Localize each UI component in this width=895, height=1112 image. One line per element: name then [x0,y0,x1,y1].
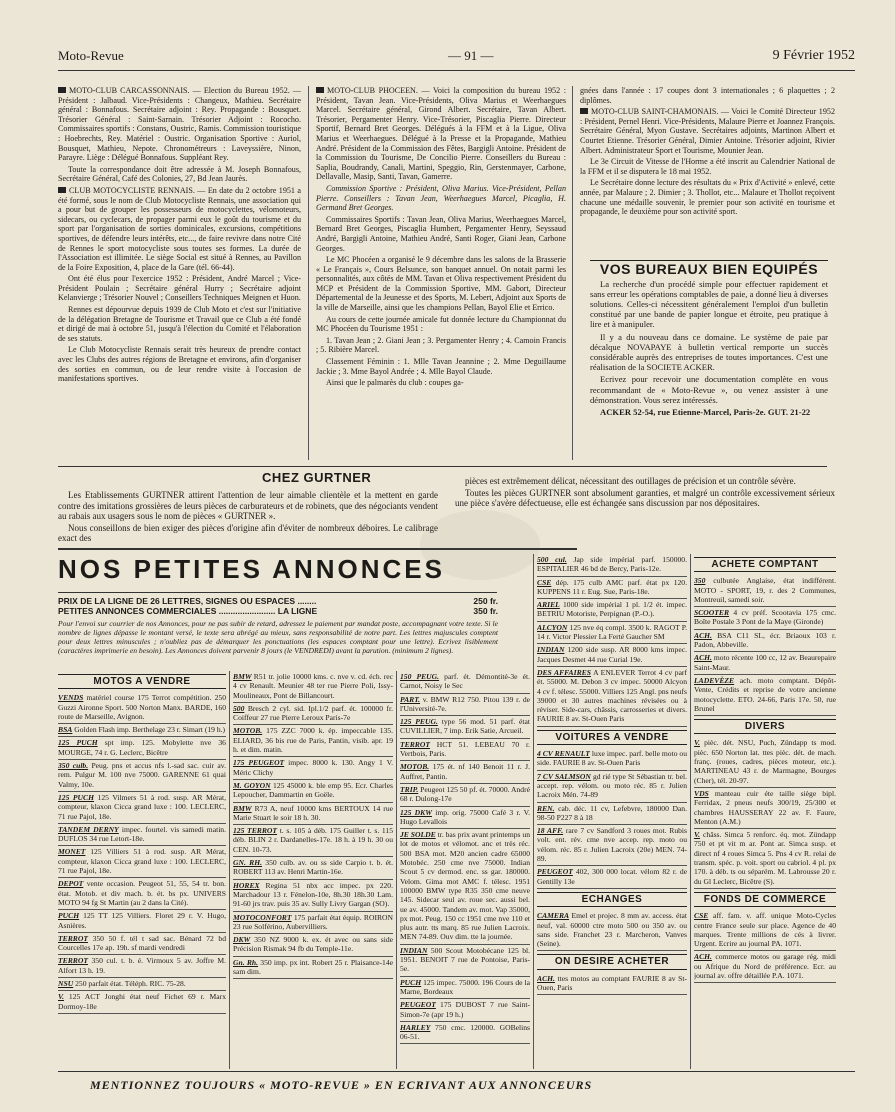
ad-lead: PEUGEOT [537,867,573,877]
paragraph: Ainsi que le palmarès du club : coupes ga- [326,378,464,388]
issue-date: 9 Février 1952 [772,48,855,63]
ad-text: culbutée Anglaise, état indifférent. MOTO - SPORT, 19, r. des 2 Communes, Montreuil, samedi soir. [694,576,836,604]
classified-ad [537,771,687,803]
classified-ad [58,724,226,737]
classified-ad [233,757,393,780]
classifieds-title: NOS PETITES ANNONCES [58,554,445,584]
ad-lead: ACH. [694,630,712,640]
bullet-icon [58,87,66,93]
ad-text: 175 DUBOST 7 rue Saint-Simon-7e (apr 19 h.) [400,1000,530,1019]
ad-text: 125 Villiers 51 à rod. susp. AR Mérat, compteur, klaxon Cicca grand luxe : 100. LECLERC, 71 rue Pajol, 18e. [58,847,226,876]
article-column-3 [580,86,835,258]
ad-lead: DEPOT [58,879,84,889]
ad-lead: 125 TERROT [233,826,278,836]
ad-lead: TERROT [400,739,430,749]
ad-text: pièc. dét. NSU, Puch, Zündapp ts mod. pièc. 650 Norton lat. ttes pièc. dét. de mach. franç. (roues, cadres, pièces moteur, etc.). MARTINEAU 43 r. de Marmagne, Bourges (Cher), tél. 20-97. [694,738,836,785]
ad-lead: HOREX [233,880,260,890]
ad-text: parf. ét. Démontité-3e ét. Carnot, Noisy le Sec [400,672,530,691]
ad-lead: CSE [537,577,552,587]
ad-lead: 125 PUCH [58,792,95,802]
gurtner-left-text [58,490,438,545]
gurtner-right-text [455,476,835,510]
ad-lead: 175 PEUGEOT [233,758,285,768]
ad-lead: TANDEM DERNY [58,824,119,834]
classified-ad [233,825,393,857]
classified-ad [233,957,393,980]
ad-lead: CAMERA [537,911,570,921]
classified-ad [694,630,836,653]
ad-text: Peugeot 125 50 pf. ét. 70000. André 68 r. Dulong-17e [400,784,530,804]
ad-lead: Gn. Rh. [233,957,259,967]
section-heading: VOITURES A VENDRE [537,730,687,745]
classified-ad [58,878,226,910]
classified-ad [58,955,226,978]
ad-text: gd rié type St Sébastian tr. bel. accept. rep. vélom. ou moto réc. 85 r. Julien Lacroix Mén. 74-89 [537,771,687,800]
ad-text: matériel course 175 Terrot compétition. 250 Guzzi Aironne Sport. 500 Norton Manx. BARDE, 160 route de Marseille, Avignon. [58,693,226,721]
ad-text: 350 cul. t. b. é. Virmoux 5 av. Joffre M. Alfort 13 h. 19. [58,956,226,975]
paragraph: Commissaires Sportifs : Tavan Jean, Oliva Marius, Weerhaegues Marcel, Bernard Bret Georges, Piscaglia Humbert, Pergamenter Henry, Seyssaud André, Bargigli Antoine, Mathieu André, Santi Roger, Giani Jean, Carbone Georges. [316,214,566,253]
section-rule [58,466,827,467]
bullet-icon [316,87,324,93]
classifieds-column-e [694,554,836,1070]
classified-ad [233,857,393,880]
ad-text: Regina 51 nbx acc impec. px 220. Marchadour 13 r. Fénelon-10e, 8h.30 18h.30 Lam. 91-60 jrs trav. puis 35 av. Sully Livry Gargan (SO). [233,880,393,909]
classified-ad [537,667,687,727]
ad-lead: VDS [694,788,709,798]
classified-ad [694,737,836,787]
ad-text: 750 cmc. 120000. GOBelins 06-51. [400,1022,530,1042]
classified-ad [233,880,393,912]
paragraph: Le Club Motocycliste Rennais serait très heureux de prendre contact avec les Clubs des autres régions de Bretagne et environs, afin d'organiser des sorties en commun, ou de leur rendre visite à l'occasion de manifestations sportives. [58,345,301,384]
column-divider [533,554,534,1069]
ad-list [694,575,836,716]
ad-lead: 7 CV SALMSON [537,771,591,781]
ad-lead: TERROT [58,956,88,966]
ad-lead: MOTOCONFORT [233,912,292,922]
ad-lead: 350 [694,576,706,586]
classified-ad [233,912,393,935]
paragraph: gnées dans l'année : 17 coupes dont 3 internationales ; 6 plaquettes ; 2 diplômes. [580,86,835,105]
classified-ad [233,780,393,803]
classified-ad [58,824,226,847]
ad-list [233,671,393,979]
ad-list [537,973,687,996]
paragraph: 1. Tavan Jean ; 2. Giani Jean ; 3. Pergamenter Henry ; 4. Camoin Francis ; 5. Ribière Marcel. [316,335,566,355]
paragraph: pièces est extrêmement délicat, nécessitant des outillages de précision et un contrôle sévère. [465,476,796,486]
classified-ad [537,825,687,866]
ad-lead: DKW [233,935,251,945]
classified-ad [58,692,226,724]
classified-ad [694,675,836,716]
ad-lead: TRIP. [400,784,419,794]
footer-slogan: MENTIONNEZ TOUJOURS « MOTO-REVUE » EN ECRIVANT AUX ANNONCEURS [90,1078,593,1092]
paper-stain [420,510,540,580]
ad-text: A ENLEVER Terrot 4 cv parf ét. 55000. M. Debon 3 cv impec. 50000 Alcyon 4 cv f. télesc. 55000. Villiers 125 Angl. pns neufs 39000 et 30 autres machines révisées ou à réviser. Side-cars, châssis, carrosseries et divers. FAURIE 8 av. St-Ouen Paris [537,667,687,724]
classified-ad [694,829,836,889]
paragraph: Le MC Phocéen a organisé le 9 décembre dans les salons de la Brasserie « Le Français », Cours Belsunce, son banquet annuel. On notait parmi les personnalités, aux côtés de MM. Tavan et Oliva respectivement Président du MCP et Président de la Commission Sportive, MM. Gabort, Directeur Départemental de la Jeunesse et des Sports, M. Lebert, Adjoint aux Sports de la ville de Marseille, ainsi que les champions Pellan, Bayol Elie et Errico. [316,255,566,313]
paragraph: Le Secrétaire donne lecture des résultats du « Prix d'Activité » enlevé, cette année, par Malaure ; 2. Dimier ; 3. Thollot, etc... Malaure et Thollot reçoivent chacune une médaille souvenir, le premier pour son activité en tourisme et propagande, le deuxième pour son activité sport. [580,178,835,217]
advert-acker [590,254,828,464]
classified-ad [58,846,226,878]
ad-list [694,910,836,983]
page-header [58,48,855,68]
classified-ad [58,991,226,1014]
classified-ad [58,933,226,956]
ad-text: 250 parfait état. Téléph. RIC. 75-28. [75,979,186,989]
ad-text: 125 ACT Jonghi état neuf Fichet 69 r. Marx Dormoy-18e [58,992,226,1011]
section-heading: ACHETE COMPTANT [694,557,836,572]
paragraph: Le 3e Circuit de Vitesse de l'Horme a été inscrit au Calendrier National de la FFM et il se disputera le 18 mai 1952. [580,157,835,176]
club-notice-phoceen: MOTO-CLUB PHOCEEN. — Voici la composition du bureau 1952 : Président, Tavan Jean. Vice-Présidents, Oliva Marius et Weerhaegues Marcel. Secrétaire général, Girond Albert. Secrétaire, Tavan Albert. Trésorier, Pergamenter Henry. Vice-Trésorier, Piscaglia Pierre. Directeur Sportif, Bernard Bret Georges. Délégués à la FFM et à la Ligue, Oliva Marius et Weerhaegues. Délégué à la Presse et la Propagande, Mathieu André. Président de la Commission des Fêtes, Bargigli Antoine. Président de la Commission du Tourisme, De Concilio Pierre. Conseillers du Bureau : Saplia, Boudrandy, Canali, Martini, Speggio, Rin, Gerstenmayer, Carbone, Dellavalle, Masip, Santi, Tavan, Gamerre. [316,86,566,182]
advert-paragraph: La recherche d'un procédé simple pour effectuer rapidement et sans erreur les opérations comptables de paie, a donné lieu à diverses solutions. Celles-ci nécessitent généralement l'emploi d'un bulletin constitué par une bande de papier longue et étroite, peu pratique à lire et à manipuler. [590,278,828,330]
ad-lead: LADEVÈZE [694,675,735,685]
ad-text: 1000 side impérial 1 pl. 1/2 ét. impec. BETRIU Motoriste, Perpignan (P.-O.). [537,600,687,619]
ad-lead: REN. [537,803,555,813]
ad-lead: ARIEL [537,600,560,610]
classified-ad [400,999,530,1022]
ad-lead: CSE [694,911,709,921]
club-notice-saint-chamonais: MOTO-CLUB SAINT-CHAMONAIS. — Voici le Comité Directeur 1952 : Président, Pernel Henri. Vice-Présidents, Malaure Pierre et Joannez François. Secrétaire Général, Myon Gustave. Secrétaires adjoints, Martinon Albert et Courtet Etienne. Trésorier Général, Dimier Antoine. Trésorier adjoint, Rivier Albert. Administrateur Sport et Tourisme, Mounier Jean. [580,107,835,155]
ad-lead: INDIAN [537,645,565,655]
advert-address: ACKER 52-54, rue Etienne-Marcel, Paris-2e. GUT. 21-22 [600,407,811,418]
classified-ad [233,725,393,757]
paragraph: Les Etablissements GURTNER attirent l'attention de leur aimable clientèle et la mettent en garde contre des imitations grossières de leurs pièces de carburateurs et de robinets, que des négociants vendent au rabais aux usagers sous le nom de pièces « GURTNER ». [58,490,438,522]
ad-list [537,748,687,889]
ad-text: vente occasion. Peugeot 51, 55, 54 tr. bon. état. Motob. et div mach. b. ét. bs px. UNIVERS MOTO 94 fg St Martin (au 2 dans la Cité). [58,879,226,907]
ad-text: tr. bas prix avant printemps un lot de motos et vélomot. anc et très réc. 500 BSA mot. M20 ancien cadre 65000 Motobéc. 250 cme nve 75000. Indian Scout 5 cv dermod. enc. ss gar. 180000. Velom. Gima mot AMC f. télesc. 1951 100000 BMW type R35 350 cme neuve 145. Sidecar seul av. roue sec. aussi bel. ue av. 45000. Tandem av. mot. Vap 35000, px mot. Peug. 150 cc 1951 cme nve 110 et plus autr. tts marq. 85 rue Julien Lacroix. MEN 74-89. Ouv dim. tte la journée. [400,830,530,942]
classified-ad [537,622,687,645]
ad-lead: MOTOB. [400,762,430,772]
paragraph: Ont été élus pour l'exercice 1952 : Président, André Marcel ; Vice-Président Poulain ; Secrétaire général Hurry ; Secrétaire adjoint Kelanvierge ; Trésorier Nouvel ; Conseillers Techniques Meignen et Huon. [58,274,301,303]
classified-ad [233,671,393,703]
ad-lead: PUCH [58,911,80,921]
classifieds-rates [58,596,498,616]
ad-lead: V. [58,992,64,1002]
ad-lead: VENDS [58,693,84,703]
ad-text: Bresch 2 cyl. sid. Ipl.1/2 parf. ét. 100000 fr. Coiffeur 27 rue Pierre Leroux Paris-7e [233,703,393,723]
ad-text: Golden Flash imp. Berthelage 23 r. Simart (19 h.) [74,725,226,735]
ad-text: 125 impec. 75000. 196 Cours de la Marne, Bordeaux [400,977,530,996]
ad-text: R51 tr. jolie 10000 kms. c. nve v. cd. éch. rec 4 cv Renault. Meunier 48 ter rue Pierre Poli, Issy-Moulineaux, Pont de Billancourt. [233,672,393,700]
classifieds-column-b [233,671,393,1071]
classified-ad [400,807,530,830]
classified-ad [537,577,687,600]
ad-text: luxe impec. parf. belle moto ou side. FAURIE 8 av. St-Ouen Paris [537,749,687,768]
ad-lead: M. GOYON [233,780,271,790]
ad-lead: 125 PUCH [58,738,98,748]
classified-ad [537,748,687,771]
header-rule [58,70,855,71]
club-notice-carcassonne: MOTO-CLUB CARCASSONNAIS. — Election du Bureau 1952. — Président : Jalbaud. Vice-Présidents : Changeux, Mathieu. Secrétaire général : Bonnafous. Secrétaire adjoint : Rey. Propagande : Bousquet. Trésorier Général : Saint-Sarnain. Trésorier Adjoint : Rococho. Commissaires sportifs : Constans, Oustric, Ramis. Commission touristique : Hoebrechts, Rey. Matériel : Oustric. Organisation Sportive : Auriol, Bousquet, Mathieu, Nepote. Chronométreurs : Laveyssière, Ninon, Parayre. Liège : Délégué Bonnafous. Suppléant Rey. [58,86,301,163]
paragraph: Classement Féminin : 1. Mlle Tavan Jeannine ; 2. Mme Deguillaume Jackie ; 3. Mme Bayol Andrée ; 4. Mlle Bayol Claude. [316,357,566,376]
ad-text: v. BMW R12 750. Pitou 139 r. de l'Université-7e. [400,694,530,713]
ad-text: commerce motos ou garage rég. midi ou Afrique du Nord de préférence. Ecr. au journal av. offre détaillée P.A. 1071. [694,952,836,980]
paragraph: Au cours de cette journée amicale fut donnée lecture du Championnat du MC Phocéen du Tourisme 1951 : [316,314,566,334]
section-heading: FONDS DE COMMERCE [694,892,836,907]
ad-lead: JE SOLDE [400,830,436,840]
classified-ad [58,978,226,991]
section-heading: MOTOS A VENDRE [58,674,226,689]
ad-list [400,671,530,1044]
ad-lead: 18 AFF. [537,826,564,836]
article-column-1 [58,86,301,462]
ad-list [537,554,687,727]
magazine-name: Moto-Revue [58,48,124,63]
rate-line: PRIX DE LA LIGNE DE 26 LETTRES, SIGNES OU ESPACES ........ 250 fr. [58,596,498,606]
ad-text: rare 7 cv Sandford 3 roues mot. Rubis volt. ent. rév. cme nve accep. rep. moto ou vélom. réc. 85 r. Julien Lacroix (20e) MEN. 74-89. [537,826,687,864]
classified-ad [400,716,530,739]
ad-text: HCT 51. LEBEAU 70 r. Vertbois, Paris. [400,739,530,759]
classified-ad [400,945,530,977]
ad-lead: BMW [233,803,252,813]
page-number: — 91 — [448,48,494,63]
column-divider [229,671,230,1069]
classified-ad [694,951,836,983]
classified-ad [694,575,836,607]
ad-lead: MOTOB. [233,726,263,736]
classified-ad [58,792,226,824]
classified-ad [400,1022,530,1045]
advert-paragraph: Il y a du nouveau dans ce domaine. Le système de paie par décalque NOVAPAYE à bulletin vertical remporte un succès considérable auprès des entreprises de toutes importances. C'est une réalisation de la SOCIETE ACKER. [590,331,828,373]
ad-lead: BMW [233,672,252,681]
ad-text: moto récente 100 cc, 12 av. Beaurepaire Saint-Maur. [694,653,836,672]
classified-ad [400,761,530,784]
ad-text: 350 NZ 9000 k. ex. ét avec ou sans side Précision Rismak 94 fb du Temple-11e. [233,935,393,954]
footer-rule [58,1071,855,1072]
ad-text: châss. Simca 5 renforc. éq. mot. Zündapp 750 et pt vit m ar. Pont ar. Simca susp. et direct nf 4 roues Simca 5. Pns 4 cv R. relai de transm. spéc. p. voit. sport ou cabriol. 4 pl. px 170. à déb. ts ou séparém. M. Labrousse 20 r. du Gl Leclerc, Bicêtre (S). [694,830,836,886]
column-divider [572,86,573,460]
ad-list [694,737,836,888]
classified-ad [58,760,226,792]
classified-ad [537,644,687,667]
ad-text: t. s. 105 à déb. 175 Guiller t. s. 115 déb. BLIN 2 r. Dardanelles-17e. 18 h. à 19 h. 30 ou CEN. 10-73. [233,826,393,854]
ad-lead: DES AFFAIRES [537,667,591,677]
ad-text: 350 imp. px int. Robert 25 r. Plaisance-14e sam dim. [233,957,393,977]
ad-lead: 500 cul. [537,555,567,564]
classified-ad [400,784,530,807]
ad-lead: GN. RH. [233,858,262,868]
ad-text: imp. orig. 75000 Café 3 r. V. Hugo Levallois [400,807,530,826]
ad-text: 175 parfait état équip. ROIRON 23 rue Solférino, Aubervilliers. [233,912,393,931]
ad-lead: ACH. [537,973,555,983]
ad-lead: MONET [58,847,86,857]
ad-text: 4 cv préf. Scootavia 175 cmc. Boîte Postale 3 Pont de la Maye (Gironde) [694,608,836,627]
ad-lead: BSA [58,725,73,735]
classifieds-column-c [400,671,530,1071]
ad-text: 350 culb. av. ou ss side Carpio t. b. ét. ROBERT 113 av. Henri Martin-16e. [233,858,393,877]
ad-text: manteau cuir éte taille siège bipl. Ferridax, 2 pneus neufs 300/19, 25/300 et chambres HAUSSERAY 22 av. F. Faure, Menton (A.M.) [694,788,836,826]
ad-lead: 350 culb. [58,761,89,771]
club-notice-rennes: CLUB MOTOCYCLISTE RENNAIS. — En date du 2 octobre 1951 a été formé, sous le nom de Club Motocycliste Rennais, une association qui a pour but de grouper les possesseurs de motocyclettes, vélomoteurs, sidecars, ou cyclecars, de propager parmi eux le goût du tourisme et du sport par l'organisation de sorties dominicales, excursions, compétitions sportives, de défendre leurs intérêts, etc..., de faire revivre dans notre Cité de Rennes le sport motocycliste sous toutes ses formes. La durée de l'Association est illimitée. Le siège Social est situé à Rennes, au Pavillon de la Foire Exposition, 4, place de la Gare (tél. 66-44). [58,185,301,272]
ad-text: 125 45000 k. ble emp 95. Ecr. Charles Lepoucher, Dammartin en Goële. [233,780,393,800]
classified-ad [694,910,836,951]
classified-ad [400,739,530,762]
ad-text: cab. déc. 11 cv, Lefebvre, 180000 Dan. 98-50 P227 8 à 18 [537,803,687,822]
ad-text: spt imp. 125. Mobylette nve 36 MOURGE, 74 r. G. Leclerc, Bicêtre [58,738,226,757]
ad-text: 500 Scout Motobécane 125 bl. 1951. BENOIT 7 rue de Pontoise, Paris-5e. [400,945,530,974]
paragraph: Toute la correspondance doit être adressée à M. Joseph Bonnafous, Secrétaire Général, Café des Colonies, 27, Bd Jean Jaurès. [58,164,301,184]
ad-text: BSA C11 SL, écr. Briaoux 103 r. Padon, Abbeville. [694,630,836,650]
paragraph: Commission Sportive : Président, Oliva Marius. Vice-Président, Pellan Pierre. Conseillers : Tavan Jean, Weerhaegues Marcel, Picaglia, H. Germand Bret Georges. [316,183,566,213]
ad-text: impec. 8000 k. 130. Angy 1 V. Méric Clichy [233,758,393,777]
ad-lead: TERROT [58,933,88,943]
gurtner-title: CHEZ GURTNER [262,470,372,485]
classified-ad [537,866,687,889]
paragraph: Toutes les pièces GURTNER sont absolument garanties, et malgré un contrôle excessivement sérieux une pièce s'avère défectueuse, elle est échangée sans discussion par nos dépositaires. [455,487,835,509]
ad-text: 175 ZZC 7000 k. ép. impeccable 135. ELIARD, 36 bis rue de Paris, Pantin, visib. apr. 19 h. et dim. matin. [233,726,393,755]
section-rule [58,592,497,593]
advert-paragraph: Ecrivez pour recevoir une documentation complète en vous recommandant de « Moto-Revue », ou venez assister à une démonstration. Vous serez intéressés. [590,374,828,405]
ad-lead: SCOOTER [694,608,730,618]
column-divider [396,671,397,1069]
bullet-icon [580,108,588,114]
paragraph: Nous conseillons de bien exiger des pièces d'origine afin d'éviter de nombreux déboires. Le calibrage exact des [58,522,438,544]
ad-text: Jap side impérial parf. 150000. ESPITALIER 46 bd de Bercy, Paris-12e. [537,555,687,574]
classified-ad [58,737,226,760]
ad-lead: PUCH [400,977,422,987]
ad-text: 402, 300 000 locat. vélom 82 r. de Gentilly 13e [537,867,687,886]
ad-text: ttes motos au comptant FAURIE 8 av St-Ouen, Paris [537,973,687,992]
section-heading: ON DESIRE ACHETER [537,954,687,969]
ad-lead: 125 PEUG. [400,717,438,727]
ad-lead: PART. [400,694,421,704]
classified-ad [694,788,836,829]
ad-text: 1200 side susp. AR 8000 kms impec. Jacques Desmet 44 rue Curial 19e. [537,645,687,664]
ad-list [58,692,226,1014]
classified-ad [400,671,530,694]
classified-ad [400,694,530,717]
ad-text: 125 TT 125 Villiers. Floret 29 r. V. Hugo, Asnières. [58,911,226,930]
classified-ad [233,934,393,957]
classified-ad [58,910,226,933]
ad-text: ach. moto comptant. Dépôt-Vente, Crédits et reprise de votre ancienne motocyclette. ETO. 24-66, Paris 17e. 50, rue Brunel [694,675,836,713]
ad-lead: INDIAN [400,945,428,955]
ad-lead: 125 DKW [400,807,432,817]
classified-ad [233,803,393,826]
ad-lead: PEUGEOT [400,1000,436,1010]
section-heading: ECHANGES [537,892,687,907]
ad-list [537,910,687,951]
classified-ad [694,607,836,630]
ad-text: Emel et projec. 8 mm av. access. état neuf, val. 60000 ctre moto 500 ou 350 av. ou sans side. Franchet 23 r. Marcheron, Vanves (Seine). [537,911,687,949]
ad-text: Peug. pns et accus nfs l.-sad sac. cuir av. rem. Pulgur M. 100 nve 75000. GARENNE 61 quai Valmy, 10e. [58,761,226,789]
classified-ad [537,554,687,577]
ad-lead: ACH. [694,653,712,663]
paragraph: Rennes est dépourvue depuis 1939 de Club Moto et c'est sur l'initiative de la délégation Bretagne de Tourisme et Travail que ce Club a été fondé et dirigé de mai à octobre 51, jusqu'à l'élection du Comité et l'élaboration de ses statuts. [58,305,301,343]
classified-ad [233,703,393,726]
classifieds-column-d [537,554,687,1070]
ad-lead: ACH. [694,952,712,962]
ad-lead: 4 CV RENAULT [537,749,590,759]
ad-text: 125 Vilmers 51 à rod. susp. AR Mérat, compteur, klaxon Cicca grand luxe : 100. LECLERC, 71 rue Pajol, 18e. [58,792,226,821]
ad-lead: 150 PEUG. [400,672,440,681]
ad-text: 125 nve éq compl. 3500 k. RAGOT P. 14 r. Victor Plessier La Ferté Gaucher SM [537,622,687,642]
ad-text: impec. fourtel. vis samedi matin. DUFLOS 34 rue Letort-18e. [58,824,226,844]
classifieds-instructions: Pour l'envoi sur courrier de nos Annonces, pour ne pas subir de retard, adressez le paiement par mandat poste, accompagnant votre texte. Si le nombre de lignes dépasse le montant versé, le texte sera abrégé au mieux, sans responsabilité de notre part. Les lettres majuscules comptent pour deux lettres minuscules ; n'oubliez pas de démarquer les ponctuations (les espaces comptant pour une lettre). Ecrivez lisiblement (caractères imprimerie en besoin). Les Annonces doivent parvenir 8 jours (le VENDREDI) avant la parution. (minimum 2 lignes). [58,619,498,655]
ad-text: aff. fam. v. aff. unique Moto-Cycles centre France seule sur place. Agence de 40 marques. Trente millions de cés à livrer. Urgent. Ecrire au journal PA. 1071. [694,911,836,949]
ad-lead: 500 [233,703,245,713]
ad-text: 350 50 f. tél t sad sac. Bénard 72 bd Courcelles 17e ap. 19h. sf mardi vendredi [58,933,226,953]
classifieds-column-a [58,671,226,1071]
column-divider [690,554,691,1069]
classified-ad [400,829,530,945]
ad-lead: V. [694,830,700,840]
ad-text: type 56 mod. 51 parf. état CUVILLIER, 7 imp. Erik Satie, Arcueil. [400,717,530,736]
classified-ad [400,977,530,1000]
column-divider [308,86,309,460]
ad-lead: V. [694,738,700,748]
classified-ad [537,599,687,622]
ad-lead: HARLEY [400,1022,431,1032]
classified-ad [537,973,687,996]
bullet-icon [58,187,66,193]
ad-lead: ALCYON [537,622,568,632]
article-column-2 [316,86,566,462]
ad-text: R73 A, neuf 10000 kms BERTOUX 14 rue Marie Stuart le soir 18 h. 30. [233,803,393,822]
ad-text: 175 ét. nf 140 Benoit 11 r. J. Auffret, Pantin. [400,762,530,781]
advert-title: VOS BUREAUX BIEN EQUIPÉS [590,260,828,275]
rate-line: PETITES ANNONCES COMMERCIALES ........................ LA LIGNE 350 fr. [58,606,498,616]
classified-ad [537,910,687,951]
classified-ad [537,803,687,826]
classified-ad [694,652,836,675]
ad-text: dép. 175 culb AMC parf. état px 120. KUPPENS 11 r. Eug. Sue, Paris-18e. [537,577,687,596]
ad-lead: NSU [58,979,74,989]
section-heading: DIVERS [694,719,836,734]
